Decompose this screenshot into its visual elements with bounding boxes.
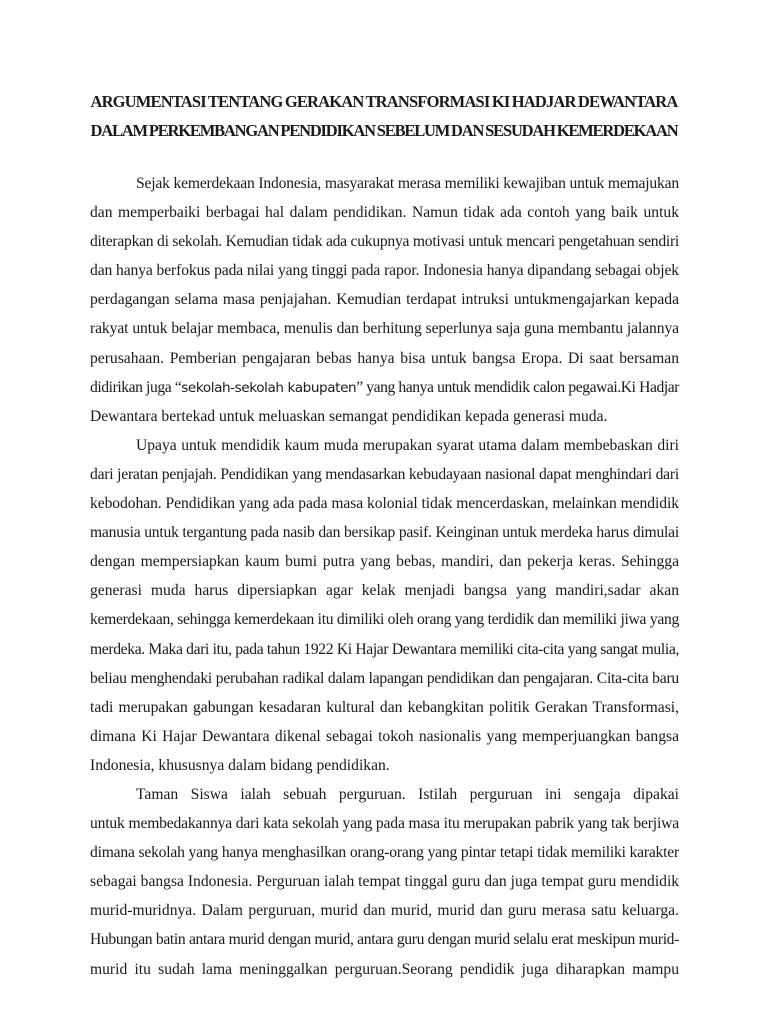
paragraph-2-line: Indonesia, khususnya dalam bidang pendidikan. — [90, 756, 390, 774]
paragraph-2-line: kebodohan. Pendidikan yang ada pada masa kolonial tidak mencerdaskan, melainkan mendidik — [90, 495, 679, 513]
paragraph-2-line: generasi muda harus dipersiapkan agar kelak menjadi bangsa yang mandiri,sadar akan — [90, 582, 679, 600]
paragraph-2-line: dari jeratan penjajah. Pendidikan yang mendasarkan kebudayaan nasional dapat menghindari dari — [90, 465, 679, 483]
paragraph-1-line: rakyat untuk belajar membaca, menulis dan berhitung seperlunya saja guna membantu jalannya — [90, 320, 679, 338]
paragraph-2-line: kemerdekaan, sehingga kemerdekaan itu dimiliki oleh orang yang terdidik dan memiliki jiwa yang — [90, 611, 679, 629]
quoted-term: sekolah-sekolah kabupaten — [181, 379, 357, 396]
paragraph-3-line: sebagai bangsa Indonesia. Perguruan ialah tempat tinggal guru dan juga tempat guru mendidik — [90, 873, 680, 891]
paragraph-1-line: perusahaan. Pemberian pengajaran bebas hanya bisa untuk bangsa Eropa. Di saat bersaman — [90, 349, 679, 367]
document-title-line-1: ARGUMENTASI TENTANG GERAKAN TRANSFORMASI KI HADJAR DEWANTARA — [90, 92, 678, 111]
paragraph-2-line: manusia untuk tergantung pada nasib dan bersikap pasif. Keinginan untuk merdeka harus dimulai — [90, 524, 679, 542]
paragraph-3-line: murid itu sudah lama meninggalkan perguruan.Seorang pendidik juga diharapkan mampu — [90, 960, 679, 978]
document-body — [90, 169, 679, 984]
paragraph-3-line: Taman Siswa ialah sebuah perguruan. Istilah perguruan ini sengaja dipakai — [136, 785, 679, 803]
paragraph-2-line: merdeka. Maka dari itu, pada tahun 1922 Ki Hajar Dewantara memiliki cita-cita yang sangat mulia, — [90, 640, 679, 658]
paragraph-2-line: Upaya untuk mendidik kaum muda merupakan syarat utama dalam membebaskan diri — [136, 436, 679, 454]
paragraph-1-line: dan memperbaiki berbagai hal dalam pendidikan. Namun tidak ada contoh yang baik untuk — [90, 204, 679, 222]
line-segment: didirikan juga “ — [90, 378, 182, 396]
paragraph-2-line: dengan mempersiapkan kaum bumi putra yang bebas, mandiri, dan pekerja keras. Sehingga — [90, 553, 679, 571]
paragraph-3-line: untuk membedakannya dari kata sekolah yang pada masa itu merupakan pabrik yang tak berjiwa — [90, 815, 679, 833]
line-segment: ” yang hanya untuk mendidik calon pegawai.Ki Hadjar — [356, 378, 679, 396]
paragraph-2-line: dimana Ki Hajar Dewantara dikenal sebagai tokoh nasionalis yang memperjuangkan bangsa — [90, 727, 679, 745]
paragraph-1-line — [90, 373, 679, 402]
paragraph-1-line: perdagangan selama masa penjajahan. Kemudian terdapat intruksi untukmengajarkan kepada — [90, 291, 679, 309]
paragraph-1-line: dan hanya berfokus pada nilai yang tinggi pada rapor. Indonesia hanya dipandang sebagai objek — [90, 262, 679, 280]
paragraph-1-line: diterapkan di sekolah. Kemudian tidak ada cukupnya motivasi untuk mencari pengetahuan sendiri — [90, 233, 679, 251]
paragraph-1-line: Sejak kemerdekaan Indonesia, masyarakat merasa memiliki kewajiban untuk memajukan — [136, 175, 679, 192]
paragraph-2-line: beliau menghendaki perubahan radikal dalam lapangan pendidikan dan pengajaran. Cita-cita baru — [90, 669, 679, 687]
paragraph-3-line: dimana sekolah yang hanya menghasilkan orang-orang yang pintar tetapi tidak memiliki karakter — [90, 844, 679, 862]
document-title-line-2: DALAM PERKEMBANGAN PENDIDIKAN SEBELUM DAN SESUDAH KEMERDEKAAN — [90, 121, 678, 140]
paragraph-3-line: Hubungan batin antara murid dengan murid, antara guru dengan murid selalu erat meskipun murid- — [90, 931, 679, 949]
paragraph-2-line: tadi merupakan gabungan kesadaran kultural dan kebangkitan politik Gerakan Transformasi, — [90, 698, 679, 716]
paragraph-3-line: murid-muridnya. Dalam perguruan, murid dan murid, murid dan guru merasa satu keluarga. — [90, 902, 679, 920]
paragraph-1-line: Dewantara bertekad untuk meluaskan semangat pendidikan kepada generasi muda. — [90, 407, 608, 425]
